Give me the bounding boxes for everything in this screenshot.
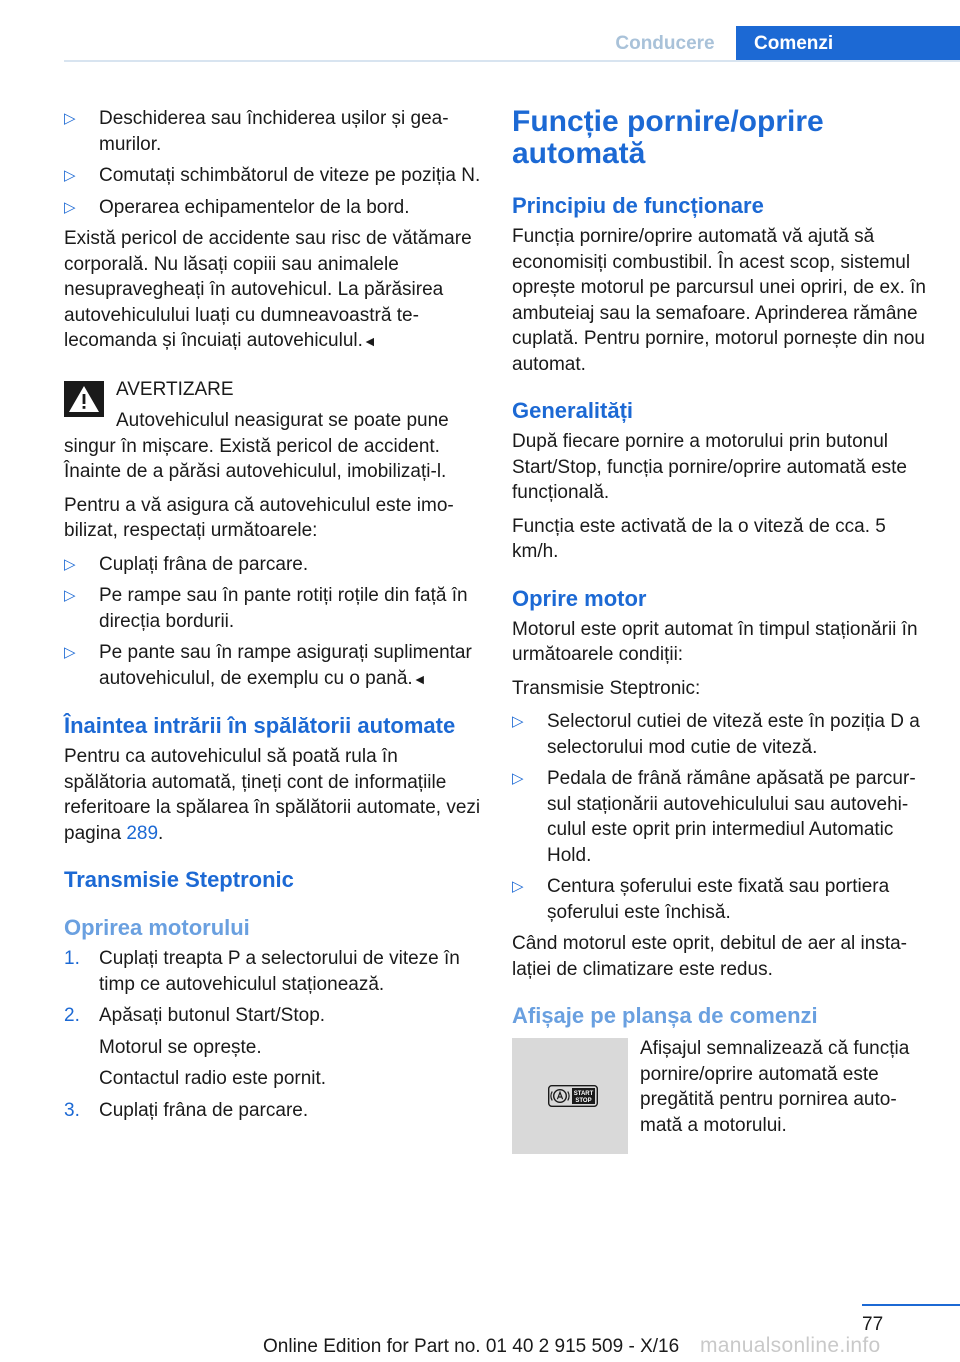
- step-number: 3.: [64, 1099, 80, 1121]
- step-number: 2.: [64, 1005, 80, 1026]
- list-item: ▷ Pe rampe sau în pante rotiți roțile din față în direcția bordurii.: [64, 583, 482, 634]
- icon-label-start: START: [573, 1091, 594, 1097]
- list-item: ▷ Operarea echipamentelor de la bord.: [64, 195, 482, 221]
- warning-box: [64, 377, 482, 485]
- engine-stop-heading: Oprire motor: [512, 585, 647, 611]
- page-ref-link[interactable]: 289: [126, 822, 159, 844]
- climate-note: Când motorul este oprit, debitul de aer al instalației de climatizare este redus.: [512, 933, 907, 980]
- page-number-rule: [862, 1304, 960, 1306]
- start-stop-indicator-image: [512, 1038, 628, 1154]
- page-title: Funcție pornire/oprire automată: [512, 105, 824, 170]
- header-section-tab: Conducere: [615, 33, 715, 54]
- header-rule: [64, 60, 960, 62]
- principle-paragraph: Funcția pornire/oprire automată vă ajută să economisiți combustibil. În acest scop, sistemul oprește motorul pe parcursul unei opriri, de ex. în ambuteiaj sau la semafoare. Aprinderea rămâne cuplată. Pentru pornire, motorul pornește din nou automat.: [512, 226, 926, 375]
- engine-stop-paragraph: Motorul este oprit automat în timpul staționării în următoarele condiții:: [512, 618, 918, 665]
- header-chapter-tab: Comenzi: [736, 26, 960, 62]
- step-number: 1.: [64, 948, 80, 969]
- warning-title: AVERTIZARE: [116, 378, 234, 400]
- engine-off-steps: [64, 946, 482, 1123]
- list-item: ▷ Centura șoferului este fixată sau portiera șoferului este închisă.: [512, 874, 930, 925]
- engine-off-subheading: Oprirea motorului: [64, 915, 250, 940]
- watermark: manualsonline.info: [700, 1334, 881, 1357]
- edition-text: Online Edition for Part no. 01 40 2 915 509 - X/16: [263, 1336, 680, 1357]
- list-item: ▷ Pedala de frână rămâne apăsată pe parcursul staționării autovehiculului sau autovehiculul este oprit prin intermediul Automatic Hold.: [512, 766, 930, 868]
- principle-heading: Principiu de funcționare: [512, 193, 764, 218]
- display-subheading: Afișaje pe planșa de comenzi: [512, 1003, 818, 1028]
- danger-paragraph: Există pericol de accidente sau risc de vătămare corporală. Nu lăsați copiii sau animalele nesupravegheați în autovehicul. La părăsirea autovehiculului luați cu dumneavoastră telecomanda și încuiați autovehiculul.◄: [64, 228, 472, 351]
- list-item: ▷ Cuplați frâna de parcare.: [64, 552, 482, 578]
- end-mark: ◄: [362, 333, 377, 349]
- page-number: 77: [862, 1314, 884, 1335]
- engine-stop-bullets: [512, 709, 930, 925]
- step-item: 2. Apăsați butonul Start/Stop. Motorul se oprește. Contactul radio este pornit.: [64, 1003, 482, 1092]
- display-paragraph: Afișajul semnalizează că funcția pornire/oprire automată este pregătită pentru pornirea automată a motorului.: [640, 1038, 910, 1136]
- list-item: ▷ Comutați schimbătorul de viteze pe poziția N.: [64, 163, 482, 189]
- steptronic-heading: Transmisie Steptronic: [64, 867, 294, 892]
- icon-label-stop: STOP: [575, 1098, 592, 1104]
- bullet-list-top: [64, 106, 482, 220]
- carwash-paragraph: Pentru ca autovehiculul să poată rula în spălătoria automată, țineți cont de informațiile referitoare la spălarea în spălătorii automate, vezi pagina 289.: [64, 746, 481, 844]
- step-note: Contactul radio este pornit.: [99, 1068, 327, 1089]
- display-block: [512, 1036, 930, 1154]
- step-item: 1. Cuplați treapta P a selectorului de viteze în timp ce autovehiculul staționează.: [64, 948, 460, 995]
- list-item: ▷ Pe pante sau în rampe asigurați suplimentar autovehiculul, de exemplu cu o pană.◄: [64, 640, 482, 692]
- right-column: [512, 106, 930, 1154]
- end-mark: ◄: [412, 670, 427, 687]
- general-heading: Generalități: [512, 398, 634, 423]
- carwash-heading: Înaintea intrării în spălătorii automate: [64, 713, 456, 738]
- page-footer: [0, 1300, 960, 1362]
- step-note: Motorul se oprește.: [99, 1036, 262, 1058]
- page-header: [0, 0, 960, 62]
- warning-body: Autovehiculul neasigurat se poate pune singur în mișcare. Există pericol de accident. Înainte de a părăsi autovehiculul, imobilizați-l.: [64, 410, 449, 482]
- warning-triangle-icon: [64, 381, 104, 417]
- secure-intro: Pentru a vă asigura că autovehiculul este imobilizat, respectați următoarele:: [64, 494, 454, 541]
- step-item: 3. Cuplați frâna de parcare.: [64, 1098, 482, 1124]
- list-item: ▷ Deschiderea sau închiderea ușilor și geamurilor.: [64, 106, 482, 157]
- general-paragraph-2: Funcția este activată de la o viteză de cca. 5 km/h.: [512, 515, 886, 562]
- general-paragraph-1: După fiecare pornire a motorului prin butonul Start/Stop, funcția pornire/oprire automată este funcțională.: [512, 431, 907, 503]
- list-item: ▷ Selectorul cutiei de viteză este în poziția D a selectorului mod cutie de viteză.: [512, 709, 930, 760]
- start-stop-icon: [548, 1085, 598, 1107]
- secure-bullet-list: [64, 552, 482, 693]
- left-column: [64, 106, 482, 1129]
- transmission-label: Transmisie Steptronic:: [512, 677, 701, 699]
